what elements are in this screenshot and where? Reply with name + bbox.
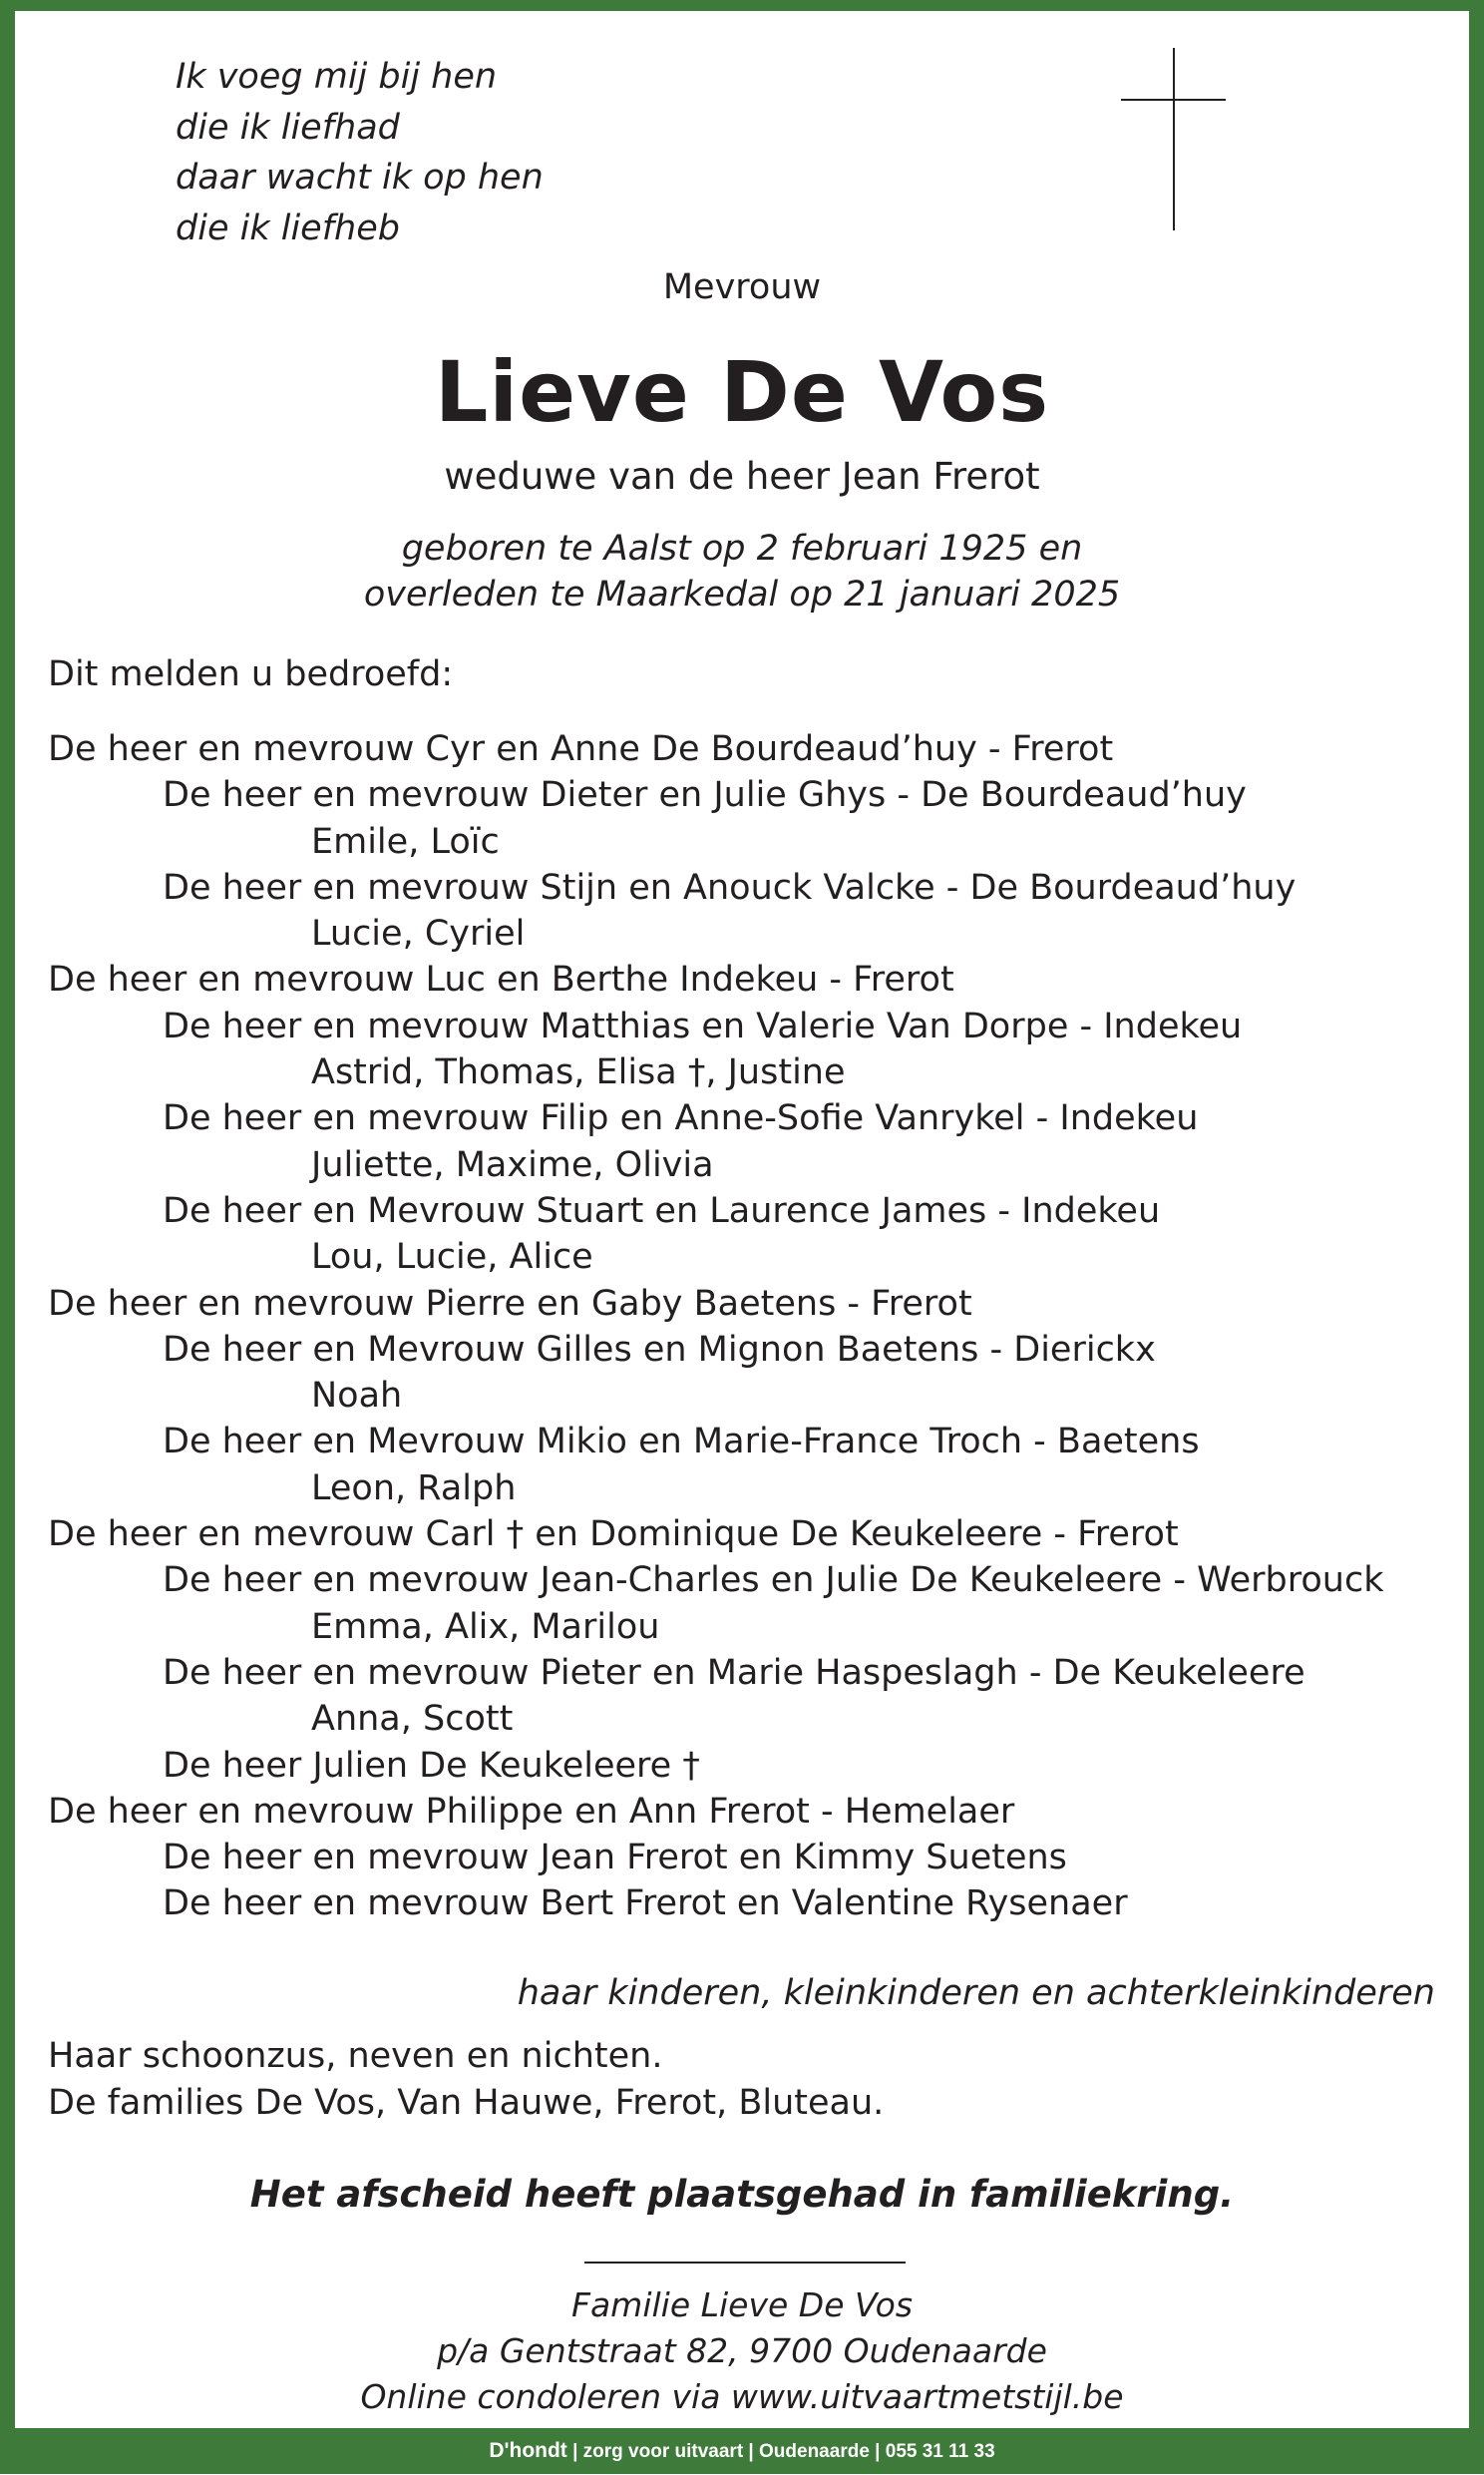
date-line: overleden te Maarkedal op 21 januari 2025 xyxy=(363,575,1121,615)
family-member-line: De heer en mevrouw Pierre en Gaby Baetens - Frerot xyxy=(48,1283,972,1324)
poem-line: daar wacht ik op hen xyxy=(176,158,544,198)
family-member-line: De heer en mevrouw Matthias en Valerie Van Dorpe - Indekeu xyxy=(163,1006,1243,1046)
contact-block xyxy=(0,2282,1484,2420)
grandchildren-line: Emile, Loïc xyxy=(311,821,500,862)
family-list xyxy=(48,726,1384,1927)
grandchildren-line: Leon, Ralph xyxy=(311,1467,517,1508)
family-member-line: De heer Julien De Keukeleere † xyxy=(163,1745,700,1786)
family-member-line: De heer en mevrouw Cyr en Anne De Bourdeaud’huy - Frerot xyxy=(48,729,1114,769)
grandchildren-line: Emma, Alix, Marilou xyxy=(311,1606,660,1647)
funeral-home-brand: D'hondt xyxy=(489,2439,567,2462)
poem-line: die ik liefhad xyxy=(176,107,400,148)
grandchildren-line: Juliette, Maxime, Olivia xyxy=(311,1144,714,1185)
family-member-line: De heer en mevrouw Jean-Charles en Julie De Keukeleere - Werbrouck xyxy=(163,1560,1384,1601)
poem xyxy=(176,52,544,253)
family-member-line: De heer en mevrouw Jean Frerot en Kimmy Suetens xyxy=(163,1838,1067,1878)
condolence-link[interactable]: Online condoleren via www.uitvaartmetstijl.be xyxy=(360,2377,1124,2416)
family-member-line: De heer en mevrouw Dieter en Julie Ghys - De Bourdeaud’huy xyxy=(163,775,1247,816)
contact-address: p/a Gentstraat 82, 9700 Oudenaarde xyxy=(437,2331,1047,2370)
grandchildren-line: Lucie, Cyriel xyxy=(311,914,526,955)
family-member-line: De heer en Mevrouw Gilles en Mignon Baetens - Dierickx xyxy=(163,1329,1156,1370)
family-member-line: De heer en mevrouw Carl † en Dominique De Keukeleere - Frerot xyxy=(48,1514,1179,1555)
grandchildren-line: Anna, Scott xyxy=(311,1699,514,1740)
title: Mevrouw xyxy=(662,267,822,307)
family-member-line: De heer en mevrouw Philippe en Ann Frerot - Hemelaer xyxy=(48,1791,1015,1832)
funeral-home-footer xyxy=(0,2428,1484,2474)
intro-text: Dit melden u bedroefd: xyxy=(48,654,454,694)
grandchildren-line: Noah xyxy=(311,1376,403,1417)
family-member-line: De heer en Mevrouw Mikio en Marie-France Troch - Baetens xyxy=(163,1422,1200,1462)
family-member-line: De heer en mevrouw Stijn en Anouck Valcke - De Bourdeaud’huy xyxy=(163,867,1297,908)
birth-death-dates xyxy=(0,526,1484,618)
widow-of: weduwe van de heer Jean Frerot xyxy=(444,455,1040,498)
poem-line: Ik voeg mij bij hen xyxy=(176,57,498,97)
family-member-line: De heer en mevrouw Luc en Berthe Indekeu - Frerot xyxy=(48,960,954,1001)
family-member-line: De heer en mevrouw Bert Frerot en Valentine Rysenaer xyxy=(163,1883,1128,1924)
grandchildren-line: Astrid, Thomas, Elisa †, Justine xyxy=(311,1052,846,1093)
family-member-line: De heer en Mevrouw Stuart en Laurence James - Indekeu xyxy=(163,1190,1161,1231)
relatives-line: Haar schoonzus, neven en nichten. xyxy=(48,2036,663,2076)
farewell-notice: Het afscheid heeft plaatsgehad in familiekring. xyxy=(249,2173,1235,2216)
family-member-line: De heer en mevrouw Filip en Anne-Sofie Vanrykel - Indekeu xyxy=(163,1098,1199,1139)
family-summary: haar kinderen, kleinkinderen en achterkleinkinderen xyxy=(517,1973,1435,2013)
contact-name: Familie Lieve De Vos xyxy=(570,2285,914,2324)
grandchildren-line: Lou, Lucie, Alice xyxy=(311,1237,593,1278)
divider xyxy=(584,2262,906,2264)
family-member-line: De heer en mevrouw Pieter en Marie Haspeslagh - De Keukeleere xyxy=(163,1652,1305,1693)
funeral-home-details: | zorg voor uitvaart | Oudenaarde | 055 31 11 33 xyxy=(572,2441,995,2462)
other-relatives xyxy=(48,2033,884,2126)
relatives-line: De families De Vos, Van Hauwe, Frerot, Bluteau. xyxy=(48,2082,885,2123)
deceased-name: Lieve De Vos xyxy=(434,343,1050,441)
date-line: geboren te Aalst op 2 februari 1925 en xyxy=(401,529,1083,569)
poem-line: die ik liefheb xyxy=(176,207,400,248)
